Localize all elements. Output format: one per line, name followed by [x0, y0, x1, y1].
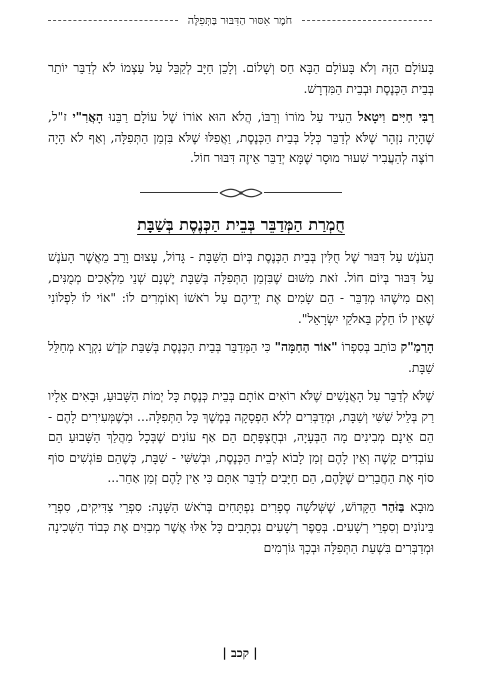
page-number: | קכב |	[222, 646, 258, 660]
paragraph-shabbat-punishment: הָעֹנֶשׁ עַל דִּבּוּר שֶׁל חֻלִּין בְּבֵית הַכְּנֶסֶת בְּיוֹם הַשַּׁבָּת - גָּדוֹל, עָצוּם וָרַב מֵאֲשֶׁר הָעֹנֶשׁ עַל דִּבּוּר בְּיוֹם חוֹל. זֹאת מִשּׁוּם שֶׁבִּזְמַן הַתְּפִלָּה בְּשַׁבָּת יֶשְׁנָם שְׁנֵי מַלְאָכִים מְמֻנִּים, וְאִם מִישֶׁהוּ מְדַבֵּר - הֵם שָׂמִים אֶת יְדֵיהֶם עַל רֹאשׁוֹ וְאוֹמְרִים לוֹ: "אוֹי לוֹ לִפְלוֹנִי שֶׁאֵין לוֹ חֵלֶק בֵּאלֹקֵי יִשְׂרָאֵל".	[48, 250, 434, 326]
section-divider-ornament	[48, 187, 434, 199]
text-segment: הַקָּדוֹשׁ, שֶׁשְּׁלֹשָׁה סְפָרִים נִפְתָּחִים בְּרֹאשׁ הַשָּׁנָה: סִפְרֵי צַדִּיקִים, סִפְרֵי בֵּינוֹנִים וְסִפְרֵי רְשָׁעִים. בְּסֵפֶר רְשָׁעִים נִכְתָּבִים כָּל אֵלּוּ אֲשֶׁר מְבַזִּים אֶת כְּבוֹד הַשְּׁכִינָה וּמְדַבְּרִים בִּשְׁעַת הַתְּפִלָּה וּבְכָךְ גּוֹרְמִים	[48, 499, 434, 555]
name-rabbi-chaim-vital: רַבִּי חַיִּים וִיטָאל	[357, 109, 435, 124]
book-title-or-hachama: "אוֹר הַחַמָּה"	[274, 339, 338, 354]
page-body	[48, 58, 434, 566]
divider-line-right	[264, 192, 342, 193]
book-title-zohar: בַּזֹּהַר	[382, 498, 405, 514]
running-header	[48, 8, 432, 32]
paragraph-continuation: בָּעוֹלָם הַזֶּה וְלֹא בָּעוֹלָם הַבָּא חַס וְשָׁלוֹם. וְלָכֵן חַיָּב לְקַבֵּל עַל עַצְמוֹ לֹא לְדַבֵּר יוֹתֵר בְּבֵית הַכְּנֶסֶת וּבְבֵית הַמִּדְרָשׁ.	[48, 61, 434, 96]
name-haari: הָאֲרִ"י	[72, 109, 104, 124]
paragraph-zohar	[48, 497, 434, 559]
text-segment: כִּי הַמְּדַבֵּר בְּבֵית הַכְּנֶסֶת בְּשַׁבַּת קֹדֶשׁ נִקְרָא מְחַלֵּל שַׁבָּת.	[48, 340, 434, 375]
paragraph-ramak	[48, 337, 434, 378]
paragraph-people-talking: שֶׁלֹּא לְדַבֵּר עַל הָאֲנָשִׁים שֶׁלֹּא רוֹאִים אוֹתָם בְּבֵית כְּנֶסֶת כָּל יְמוֹת הַשָּׁבוּעַ, וּבָאִים אֵלָיו רַק בְּלֵיל שִׁשִּׁי וְשַׁבָּת, וּמְדַבְּרִים לְלֹא הַפְסָקָה בְּמֶשֶׁךְ כָּל הַתְּפִלָּה... וּכְשֶׁמְּעִירִים לָהֶם - הֵם אֵינָם מְבִינִים מָה הַבְּעָיָה, וּבְחֻצְפָּתָם הֵם אַף עוֹנִים שֶׁבְּכָל מַהֲלַךְ הַשָּׁבוּעַ הֵם עוֹבְדִים קָשֶׁה וְאֵין לָהֶם זְמַן לָבוֹא לְבֵית הַכְּנֶסֶת, וּבְשִׁשִּׁי - שַׁבָּת, כְּשֶׁהֵם פּוֹגְשִׁים סוֹף סוֹף אֶת הַחֲבֵרִים שֶׁלָּהֶם, הֵם חַיָּבִים לְדַבֵּר אִתָּם כִּי אֵין לָהֶם זְמַן אַחֵר...	[48, 389, 434, 485]
header-title: חֹמֶר אִסּוּר הַדִּבּוּר בַּתְּפִלָּה	[187, 13, 293, 27]
text-segment: ז"ל, שֶׁהָיָה נִזְהָר שֶׁלֹּא לְדַבֵּר כְּלָל בְּבֵית הַכְּנֶסֶת, וַאֲפִלּוּ שֶׁלֹּא בִּזְמַן הַתְּפִלָּה, וְאַף לֹא הָיָה רוֹצֶה לְהַעֲבִיר שִׁעוּר מוּסָר שֶׁמָּא יְדַבֵּר אֵיזֶה דִּבּוּר חוֹל.	[48, 110, 434, 165]
text-segment: הֵעִיד עַל מוֹרוֹ וְרַבּוֹ, הֲלֹא הוּא אוֹרוֹ שֶׁל עוֹלָם רַבֵּנוּ	[103, 110, 358, 124]
paragraph-rabbi-chaim-vital	[48, 107, 434, 169]
header-dashes-right	[302, 20, 432, 21]
text-segment: מוּבָא	[404, 499, 434, 514]
header-dashes-left	[48, 20, 178, 21]
divider-line-left	[140, 192, 218, 193]
flourish-icon	[218, 187, 264, 199]
name-ramak: הָרַמַ"ק	[400, 339, 434, 354]
section-title: חֻמְרַת הַמְּדַבֵּר בְּבֵית הַכְּנֶסֶת בְּשַׁבָּת	[137, 214, 345, 234]
text-segment: כּוֹתֵב בְּסִפְרוֹ	[337, 340, 401, 354]
